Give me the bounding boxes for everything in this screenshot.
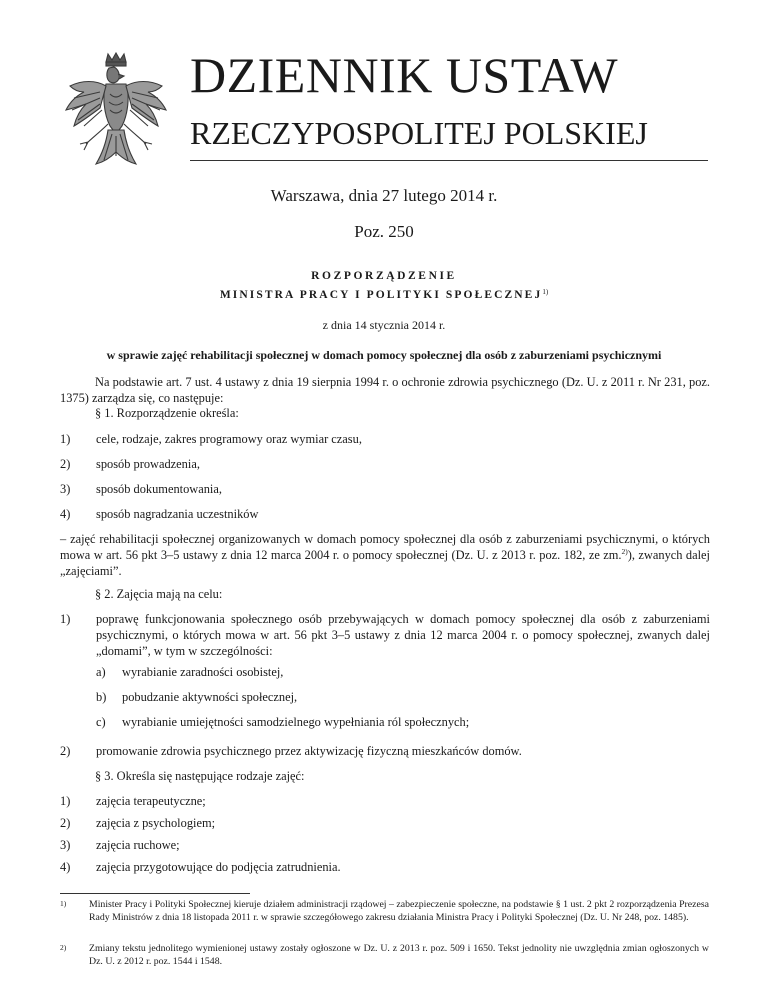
position-number: Poz. 250 bbox=[354, 222, 414, 241]
act-authority-text: MINISTRA PRACY I POLITYKI SPOŁECZNEJ bbox=[219, 289, 543, 301]
act-subject: w sprawie zajęć rehabilitacji społecznej w domach pomocy społecznej dla osób z zaburzeniami psychicznymi bbox=[106, 348, 662, 362]
list-item: poprawę funkcjonowania społecznego osób przebywających w domach pomocy społecznej dla osób z zaburzeniami psychicznymi, o których mowa w art. 56 pkt 3–5 ustawy z dnia 12 marca 2004 r. o pomocy społecznej, zwanych dalej „domami”, w tym w szczególności: bbox=[96, 612, 710, 658]
section-3-intro: § 3. Określa się następujące rodzaje zajęć: bbox=[95, 769, 305, 783]
preamble: Na podstawie art. 7 ust. 4 ustawy z dnia 19 sierpnia 1994 r. o ochronie zdrowia psychicznego (Dz. U. z 2011 r. Nr 231, poz. 1375) zarządza się, co następuje: bbox=[60, 375, 710, 405]
list-item: zajęcia terapeutyczne; bbox=[96, 794, 206, 808]
list-item-number: 1) bbox=[60, 432, 71, 446]
polish-eagle-emblem-icon bbox=[62, 52, 170, 180]
list-item: sposób dokumentowania, bbox=[96, 482, 222, 496]
list-item-number: 3) bbox=[60, 482, 71, 496]
publication-dateline: Warszawa, dnia 27 lutego 2014 r. bbox=[270, 186, 498, 205]
section-2-intro: § 2. Zajęcia mają na celu: bbox=[95, 587, 223, 601]
list-item-number: 4) bbox=[60, 507, 71, 521]
list-item: sposób nagradzania uczestników bbox=[96, 507, 259, 521]
list-item-number: 1) bbox=[60, 612, 71, 626]
list-item-number: 2) bbox=[60, 816, 71, 830]
section-1-intro: § 1. Rozporządzenie określa: bbox=[95, 406, 239, 420]
section-1-closing bbox=[60, 531, 710, 579]
footnote-ref-1: 1) bbox=[542, 288, 549, 296]
footnote-1: Minister Pracy i Polityki Społecznej kieruje działem administracji rządowej – zabezpieczenie społeczne, na podstawie § 1 ust. 2 pkt 2 rozporządzenia Prezesa Rady Ministrów z dnia 18 listopada 2011 r. w sprawie szczegółowego zakresu działania Ministra Pracy i Polityki Społecznej (Dz. U. Nr 248, poz. 1485). bbox=[89, 899, 709, 923]
footnote-mark: 2) bbox=[60, 943, 67, 952]
list-item-number: 2) bbox=[60, 457, 71, 471]
list-item-number: 2) bbox=[60, 744, 71, 758]
act-date: z dnia 14 stycznia 2014 r. bbox=[322, 318, 446, 332]
footnote-rule bbox=[60, 893, 250, 894]
header-rule bbox=[190, 160, 708, 161]
gazette-title: DZIENNIK USTAW bbox=[190, 47, 619, 103]
list-item: zajęcia z psychologiem; bbox=[96, 816, 216, 830]
list-item: sposób prowadzenia, bbox=[96, 457, 200, 471]
list-item: cele, rodzaje, zakres programowy oraz wymiar czasu, bbox=[96, 432, 362, 446]
list-item-number: 4) bbox=[60, 860, 71, 874]
act-type: ROZPORZĄDZENIE bbox=[311, 270, 457, 282]
list-item: promowanie zdrowia psychicznego przez aktywizację fizyczną mieszkańców domów. bbox=[96, 744, 522, 758]
list-item: zajęcia ruchowe; bbox=[96, 838, 180, 852]
list-item-number: 1) bbox=[60, 794, 71, 808]
sub-item: wyrabianie umiejętności samodzielnego wypełniania ról społecznych; bbox=[122, 715, 470, 729]
footnote-2: Zmiany tekstu jednolitego wymienionej ustawy zostały ogłoszone w Dz. U. z 2013 r. poz. 509 i 1650. Tekst jednolity nie uwzględnia zmian ogłoszonych w Dz. U. z 2012 r. poz. 1544 i 1548. bbox=[89, 943, 709, 967]
sub-item-letter: b) bbox=[96, 690, 107, 704]
list-item-number: 3) bbox=[60, 838, 71, 852]
sub-item: wyrabianie zaradności osobistej, bbox=[122, 665, 284, 679]
gazette-subtitle: RZECZYPOSPOLITEJ POLSKIEJ bbox=[190, 115, 648, 151]
sub-item-letter: a) bbox=[96, 665, 106, 679]
footnote-ref-2: 2) bbox=[621, 547, 628, 556]
closing-text-end: ), zwanych dalej „zajęciami”. bbox=[60, 548, 710, 578]
list-item: zajęcia przygotowujące do podjęcia zatrudnienia. bbox=[96, 860, 341, 874]
footnote-mark: 1) bbox=[60, 899, 67, 908]
act-authority bbox=[0, 288, 768, 301]
sub-item: pobudzanie aktywności społecznej, bbox=[122, 690, 298, 704]
sub-item-letter: c) bbox=[96, 715, 106, 729]
closing-text: – zajęć rehabilitacji społecznej organizowanych w domach pomocy społecznej dla osób z zaburzeniami psychicznymi, o których mowa w art. 56 pkt 3–5 ustawy z dnia 12 marca 2004 r. o pomocy społecznej (Dz. U. z 2013 r. poz. 182, ze zm. bbox=[60, 532, 710, 562]
